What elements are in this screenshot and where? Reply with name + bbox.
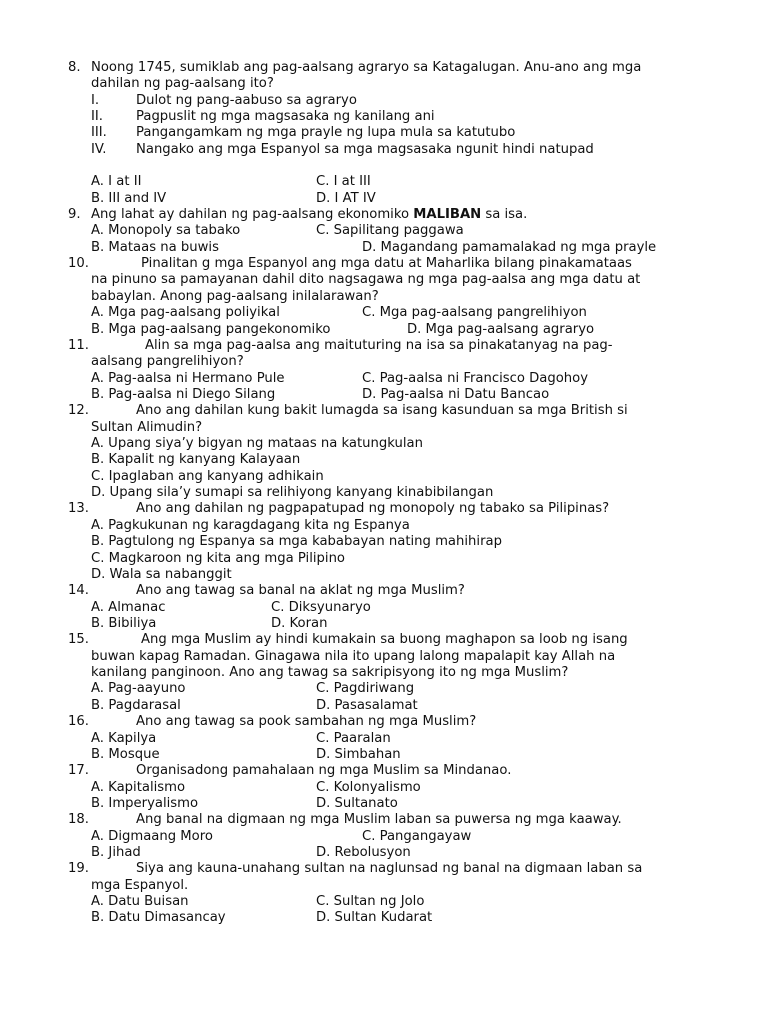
question-number: 12. xyxy=(68,403,89,418)
question-stem: Ano ang dahilan kung bakit lumagda sa isang kasunduan sa mga British si xyxy=(136,403,628,418)
question-stem: kanilang panginoon. Ano ang tawag sa sakripisyong ito ng mga Muslim? xyxy=(91,665,569,680)
answer-choice: C. Magkaroon ng kita ang mga Pilipino xyxy=(91,551,346,566)
answer-choice: D. Simbahan xyxy=(316,747,401,762)
question-number: 14. xyxy=(68,583,89,598)
answer-choice: C. Pangangayaw xyxy=(362,829,472,844)
answer-choice: C. Diksyunaryo xyxy=(271,600,371,615)
question-number: 10. xyxy=(68,256,89,271)
answer-choice: B. Imperyalismo xyxy=(91,796,199,811)
answer-choice: C. Mga pag-aalsang pangrelihiyon xyxy=(362,305,587,320)
statement-text: Pangangamkam ng mga prayle ng lupa mula sa katutubo xyxy=(136,125,516,140)
answer-choice: D. Upang sila’y sumapi sa relihiyong kanyang kinabibilangan xyxy=(91,485,494,500)
statement-numeral: II. xyxy=(91,109,103,124)
statement-text: Nangako ang mga Espanyol sa mga magsasaka ngunit hindi natupad xyxy=(136,142,594,157)
question-stem: Noong 1745, sumiklab ang pag-aalsang agraryo sa Katagalugan. Anu-ano ang mga xyxy=(91,60,642,75)
question-stem: mga Espanyol. xyxy=(91,878,189,893)
answer-choice: D. Koran xyxy=(271,616,328,631)
answer-choice: D. Pasasalamat xyxy=(316,698,418,713)
stem-text: sa isa. xyxy=(481,207,528,222)
question-stem: Ang banal na digmaan ng mga Muslim laban sa puwersa ng mga kaaway. xyxy=(136,812,622,827)
answer-choice: A. Pagkukunan ng karagdagang kita ng Espanya xyxy=(91,518,410,533)
answer-choice: B. Pagdarasal xyxy=(91,698,181,713)
answer-choice: B. Datu Dimasancay xyxy=(91,910,226,925)
answer-choice: D. Wala sa nabanggit xyxy=(91,567,232,582)
answer-choice: A. Pag-aayuno xyxy=(91,681,186,696)
answer-choice: B. Bibiliya xyxy=(91,616,157,631)
answer-choice: A. Almanac xyxy=(91,600,166,615)
answer-choice: A. Pag-aalsa ni Hermano Pule xyxy=(91,371,285,386)
question-stem: na pinuno sa pamayanan dahil dito nagsagawa ng mga pag-aalsa ang mga datu at xyxy=(91,272,641,287)
answer-choice: D. Sultanato xyxy=(316,796,398,811)
statement-text: Dulot ng pang-aabuso sa agraryo xyxy=(136,93,357,108)
question-stem: Ano ang dahilan ng pagpapatupad ng monopoly ng tabako sa Pilipinas? xyxy=(136,501,610,516)
answer-choice: B. Pagtulong ng Espanya sa mga kababayan nating mahihirap xyxy=(91,534,502,549)
question-number: 16. xyxy=(68,714,89,729)
answer-choice: D. Pag-aalsa ni Datu Bancao xyxy=(362,387,550,402)
question-number: 15. xyxy=(68,632,89,647)
answer-choice: A. Digmaang Moro xyxy=(91,829,213,844)
question-stem: Pinalitan g mga Espanyol ang mga datu at Maharlika bilang pinakamataas xyxy=(141,256,632,271)
answer-choice: C. Paaralan xyxy=(316,731,391,746)
answer-choice: B. Mosque xyxy=(91,747,160,762)
answer-choice: B. Mataas na buwis xyxy=(91,240,219,255)
statement-numeral: IV. xyxy=(91,142,107,157)
answer-choice: D. I AT IV xyxy=(316,191,376,206)
answer-choice: B. Mga pag-aalsang pangekonomiko xyxy=(91,322,331,337)
stem-text: Ang lahat ay dahilan ng pag-aalsang ekonomiko xyxy=(91,207,414,222)
question-stem: buwan kapag Ramadan. Ginagawa nila ito upang lalong mapalapit kay Allah na xyxy=(91,649,616,664)
answer-choice: A. I at II xyxy=(91,174,142,189)
answer-choice: C. Sapilitang paggawa xyxy=(316,223,464,238)
question-stem: Siya ang kauna-unahang sultan na naglunsad ng banal na digmaan laban sa xyxy=(136,861,643,876)
statement-numeral: III. xyxy=(91,125,107,140)
answer-choice: C. Pagdiriwang xyxy=(316,681,415,696)
answer-choice: A. Kapilya xyxy=(91,731,157,746)
answer-choice: A. Upang siya’y bigyan ng mataas na katungkulan xyxy=(91,436,423,451)
answer-choice: C. Pag-aalsa ni Francisco Dagohoy xyxy=(362,371,589,386)
answer-choice: D. Sultan Kudarat xyxy=(316,910,433,925)
answer-choice: B. Pag-aalsa ni Diego Silang xyxy=(91,387,276,402)
question-stem: dahilan ng pag-aalsang ito? xyxy=(91,76,274,91)
answer-choice: B. Kapalit ng kanyang Kalayaan xyxy=(91,452,301,467)
statement-text: Pagpuslit ng mga magsasaka ng kanilang ani xyxy=(136,109,435,124)
question-number: 17. xyxy=(68,763,89,778)
question-number: 19. xyxy=(68,861,89,876)
question-stem: Sultan Alimudin? xyxy=(91,420,203,435)
question-number: 18. xyxy=(68,812,89,827)
answer-choice: A. Mga pag-aalsang poliyikal xyxy=(91,305,280,320)
stem-emphasis: MALIBAN xyxy=(413,207,482,222)
question-stem: babaylan. Anong pag-aalsang inilalarawan? xyxy=(91,289,379,304)
question-stem: Alin sa mga pag-aalsa ang maituturing na isa sa pinakatanyag na pag- xyxy=(145,338,613,353)
answer-choice: A. Kapitalismo xyxy=(91,780,186,795)
answer-choice: A. Datu Buisan xyxy=(91,894,189,909)
question-number: 9. xyxy=(68,207,81,222)
answer-choice: C. Kolonyalismo xyxy=(316,780,421,795)
question-stem: Ang mga Muslim ay hindi kumakain sa buong maghapon sa loob ng isang xyxy=(141,632,628,647)
question-stem xyxy=(91,207,527,223)
answer-choice: D. Rebolusyon xyxy=(316,845,411,860)
question-number: 13. xyxy=(68,501,89,516)
answer-choice: B. III and IV xyxy=(91,191,167,206)
question-stem: Organisadong pamahalaan ng mga Muslim sa Mindanao. xyxy=(136,763,512,778)
answer-choice: D. Mga pag-aalsang agraryo xyxy=(407,322,595,337)
question-number: 8. xyxy=(68,60,81,75)
question-stem: Ano ang tawag sa banal na aklat ng mga Muslim? xyxy=(136,583,465,598)
answer-choice: C. Sultan ng Jolo xyxy=(316,894,425,909)
answer-choice: C. Ipaglaban ang kanyang adhikain xyxy=(91,469,324,484)
question-number: 11. xyxy=(68,338,89,353)
answer-choice: D. Magandang pamamalakad ng mga prayle xyxy=(362,240,657,255)
answer-choice: A. Monopoly sa tabako xyxy=(91,223,241,238)
answer-choice: B. Jihad xyxy=(91,845,141,860)
answer-choice: C. I at III xyxy=(316,174,371,189)
question-stem: aalsang pangrelihiyon? xyxy=(91,354,244,369)
question-stem: Ano ang tawag sa pook sambahan ng mga Muslim? xyxy=(136,714,477,729)
statement-numeral: I. xyxy=(91,93,100,108)
